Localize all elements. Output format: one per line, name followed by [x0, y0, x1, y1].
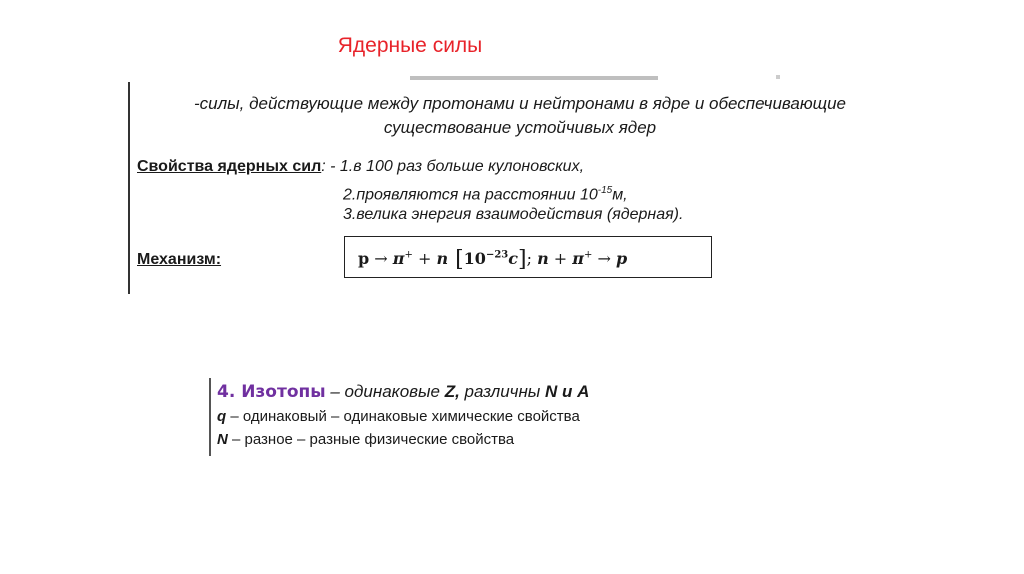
isotopes-border-line: [209, 378, 211, 456]
f-arrow-2: →: [592, 249, 616, 268]
f-proton: p: [358, 249, 370, 268]
f-neutron-2: n: [537, 249, 549, 268]
property-line-1: [137, 155, 584, 179]
property-1: : - 1.в 100 раз больше кулоновских,: [321, 158, 585, 175]
slide-title: Ядерные силы: [337, 34, 483, 57]
isotopes-n-line: [217, 431, 514, 448]
isotopes-desc-2: различны: [459, 382, 546, 401]
mechanism-formula: [358, 245, 627, 270]
f-neutron: n: [436, 249, 449, 268]
f-pion-2: π: [572, 249, 584, 268]
mechanism-label: Механизм:: [137, 251, 222, 268]
f-proton-2: p: [615, 249, 628, 268]
f-plus: +: [412, 249, 437, 268]
cropped-rule: [410, 76, 658, 80]
f-lbracket: [: [448, 247, 464, 272]
property-2-text: 2.проявляются на расстоянии 10: [343, 186, 598, 204]
isotopes-dash: –: [325, 382, 345, 401]
f-c: c: [508, 249, 518, 268]
f-exponent: −23: [485, 249, 509, 261]
isotopes-heading: 4. Изотопы: [217, 382, 326, 402]
definition-line-2: существование устойчивых ядер: [383, 118, 657, 137]
definition-text: [150, 92, 890, 140]
f-pion-charge: +: [404, 249, 413, 261]
f-semicolon: ;: [526, 249, 538, 268]
properties-label: Свойства ядерных сил: [137, 158, 322, 175]
f-ten: 10: [463, 249, 486, 268]
n-text: – разное – разные физические свойства: [227, 431, 515, 448]
property-2-unit: м,: [612, 186, 628, 204]
f-pion: π: [392, 249, 405, 268]
isotopes-desc: одинаковые: [344, 382, 445, 401]
q-symbol: q: [217, 408, 227, 425]
isotopes-heading-line: [217, 381, 589, 403]
isotopes-z: Z,: [444, 382, 460, 401]
n-symbol: N: [217, 431, 228, 448]
cropped-mark: [776, 75, 780, 79]
f-plus-2: +: [548, 249, 573, 268]
property-2-exponent: -15: [597, 185, 613, 196]
isotopes-q-line: [217, 408, 580, 425]
f-rbracket: ]: [517, 247, 527, 272]
q-text: – одинаковый – одинаковые химические свойства: [226, 408, 580, 425]
definition-line-1: -силы, действующие между протонами и нейтронами в ядре и обеспечивающие: [193, 94, 847, 113]
f-arrow: →: [369, 249, 393, 268]
property-line-3: 3.велика энергия взаимодействия (ядерная).: [343, 206, 684, 223]
isotopes-na: N и A: [545, 382, 590, 401]
f-pion-charge-2: +: [584, 249, 593, 261]
left-border-line: [128, 82, 130, 294]
